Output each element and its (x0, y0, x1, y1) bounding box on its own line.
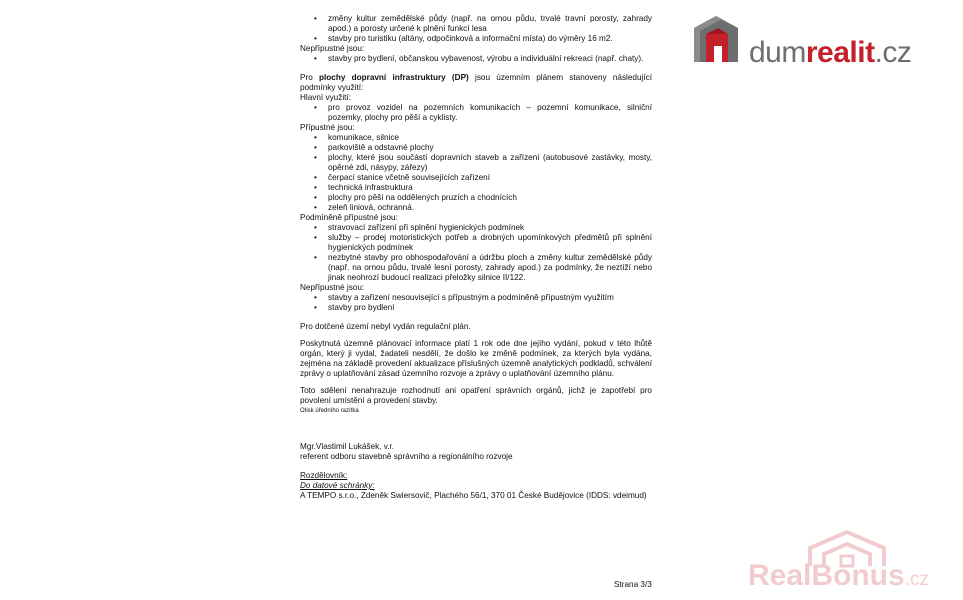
signer-name: Mgr.Vlastimil Lukášek, v.r. (300, 442, 395, 451)
list-item: • technická infrastruktura (328, 183, 652, 193)
list-item: • plochy pro pěší na oddělených pruzích a chodnících (328, 193, 652, 203)
neprip-list-2 (300, 293, 652, 313)
podm-label: Podmíněně přípustné jsou: (300, 213, 398, 222)
neprip-label-1: Nepřípustné jsou: (300, 44, 365, 53)
realbonus-wordmark: RealBonus.cz (748, 559, 929, 592)
top-list (300, 14, 652, 44)
neprip-label-2: Nepřípustné jsou: (300, 283, 365, 292)
list-item: • parkoviště a odstavné plochy (328, 143, 652, 153)
list-item: • stavby pro turistiku (altány, odpočinková a informační místa) do výměry 16 m2. (328, 34, 652, 44)
para-platnost: Poskytnutá územně plánovací informace platí 1 rok ode dne jejího vydání, pokud v této lhůtě orgán, který ji vydal, žadateli nesdělí, že došlo ke změně podmínek, za kterých byla vydána, zejména na základě provedení aktualizace příslušných územně analytických podkladů, schválení zprávy o uplatňování zásad územního rozvoje a zprávy o uplatňování územního plánu. (300, 339, 652, 378)
list-item: • plochy, které jsou součástí dopravních staveb a zařízení (autobusové zastávky, mosty, opěrné zdi, násypy, zářezy) (328, 153, 652, 173)
dp-intro: Pro plochy dopravní infrastruktury (DP) jsou územním plánem stanoveny následující podmínky využití: (300, 73, 653, 92)
dumrealit-logo[interactable] (692, 14, 952, 74)
para-nenahrazuje: Toto sdělení nenahrazuje rozhodnutí ani opatření správních orgánů, jichž je zapotřebí pro povolení umístění a provedení stavby. (300, 386, 652, 405)
rozdelovnik-label: Rozdělovník: (300, 471, 348, 480)
list-item: • nezbytné stavby pro obhospodařování a údržbu ploch a změny kultur zemědělské půdy (např. na ornou půdu, trvalé lesní porosty, zahrady apod.) za podmínky, že neztíží nebo jinak neohrozí budoucí realizaci přeložky silnice II/122. (328, 253, 652, 283)
dumrealit-wordmark: dumrealit.cz (749, 36, 912, 69)
neprip-list-1 (300, 54, 652, 64)
para-regulacni: Pro dotčené území nebyl vydán regulační plán. (300, 322, 471, 331)
list-item: • komunikace, silnice (328, 133, 652, 143)
signature-block (300, 442, 652, 462)
podm-list (300, 223, 652, 283)
hlavni-list (300, 103, 652, 123)
list-item: • služby – prodej motoristických potřeb a drobných upomínkových předmětů při splnění hygienických podmínek (328, 233, 652, 253)
page-number: Strana 3/3 (614, 580, 652, 589)
recipient: A TEMPO s.r.o., Zdeněk Swiersovič, Plachého 56/1, 370 01 České Budějovice (IDDS: vdeimud) (300, 491, 647, 500)
datova-schranka-label: Do datové schránky: (300, 481, 375, 490)
list-item: • stavby pro bydlení, občanskou vybavenost, výrobu a individuální rekreaci (např. chaty). (328, 54, 652, 64)
hlavni-label: Hlavní využití: (300, 93, 351, 102)
list-item: • změny kultur zemědělské půdy (např. na ornou půdu, trvalé travní porosty, zahrady apod.) a porosty určené k plnění funkcí lesa (328, 14, 652, 34)
signer-role: referent odboru stavebně správního a regionálního rozvoje (300, 452, 513, 461)
prip-list (300, 133, 652, 213)
document-page (300, 14, 652, 501)
list-item: • zeleň liniová, ochranná. (328, 203, 652, 213)
list-item: • čerpací stanice včetně souvisejících zařízení (328, 173, 652, 183)
list-item: • pro provoz vozidel na pozemních komunikacích – pozemní komunikace, silniční pozemky, plochy pro pěší a cyklisty. (328, 103, 652, 123)
house-icon (692, 14, 740, 64)
dp-heading: plochy dopravní infrastruktury (DP) (319, 73, 469, 82)
stamp-label: Otisk úředního razítka (300, 408, 359, 414)
prip-label: Přípustné jsou: (300, 123, 355, 132)
list-item: • stravovací zařízení při splnění hygienických podmínek (328, 223, 652, 233)
list-item: • stavby a zařízení nesouvisející s přípustným a podmíněně přípustným využitím (328, 293, 652, 303)
list-item: • stavby pro bydlení (328, 303, 652, 313)
realbonus-watermark (748, 528, 953, 594)
